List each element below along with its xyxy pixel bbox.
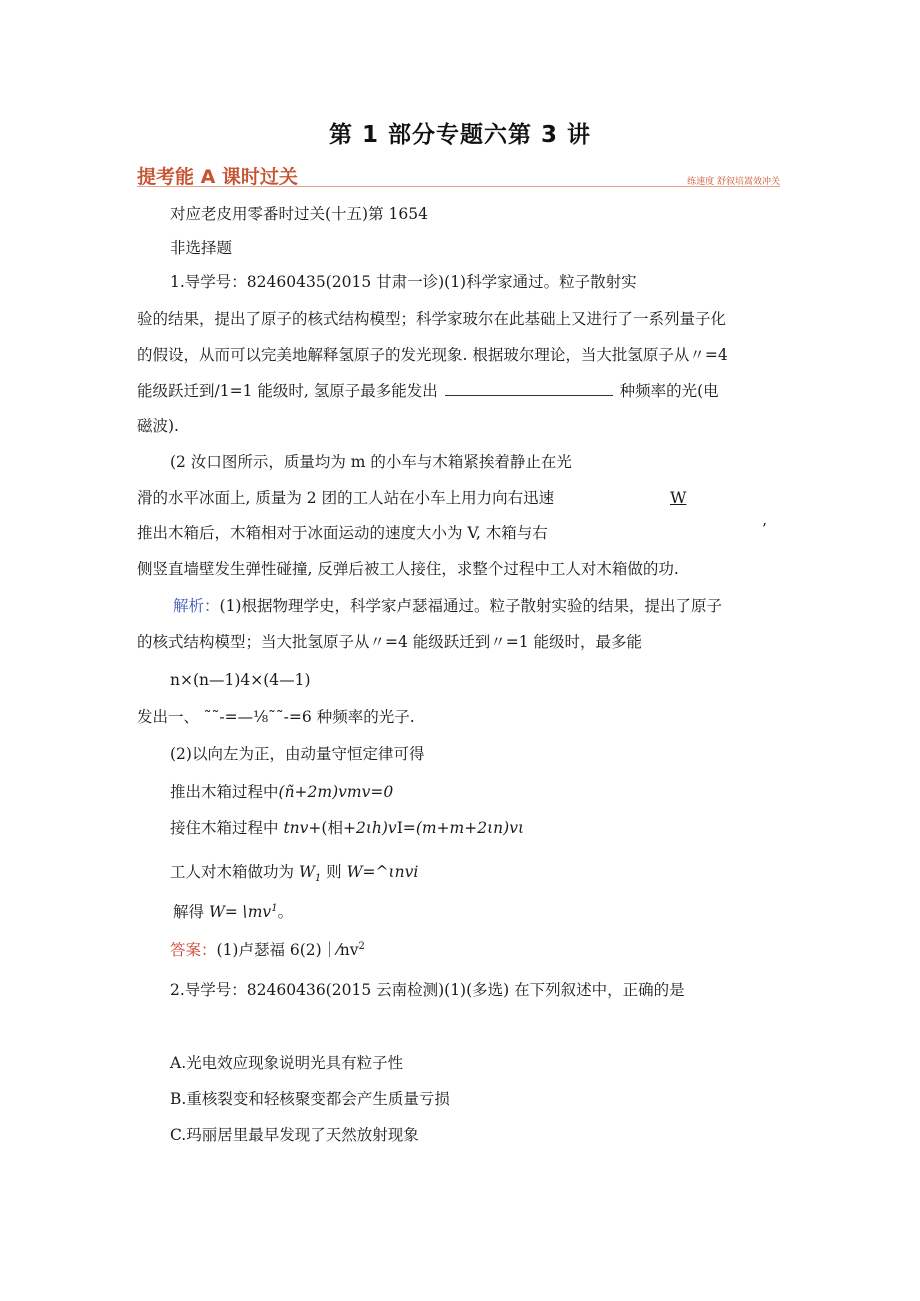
solution-line-6-text: 推出木箱过程中 bbox=[170, 783, 279, 801]
solution-line-1-text: (1)根据物理学史，科学家卢瑟福通过。粒子散射实验的结果，提出了原子 bbox=[219, 597, 722, 615]
equation-push: (ñ+2m)vmv=0 bbox=[278, 783, 394, 801]
intro-reference: 对应老皮用零番时过关(十五)第 1654 bbox=[170, 205, 428, 223]
answer-text: (1)卢瑟福 6(2)｜⁄nv bbox=[216, 941, 359, 960]
q1-line-5: 磁波). bbox=[137, 417, 179, 435]
solution-line-8 bbox=[170, 862, 418, 889]
q1-line-3: 的假设，从而可以完美地解释氢原子的发光现象. 根据玻尔理论，当大批氢原子从〃=4 bbox=[137, 346, 728, 364]
solution-line-1 bbox=[173, 596, 722, 616]
q2-line-1: 2.导学号：82460436(2015 云南检测)(1)(多选) 在下列叙述中，正确的是 bbox=[170, 981, 685, 999]
banner-subtitle: 练速度 舒叙培嵩效冲关 bbox=[687, 177, 780, 187]
figure-label-w: W bbox=[670, 488, 687, 507]
equation-catch-part-4: I= bbox=[396, 819, 416, 837]
solution-line-4: 发出一、 ˜˜-=—⅛˜˜-=6 种频率的光子. bbox=[137, 708, 415, 726]
banner-heading: 提考能 A 课时过关 bbox=[137, 166, 298, 188]
q2-option-a: A.光电效应现象说明光具有粒子性 bbox=[170, 1054, 404, 1072]
answer-superscript: 2 bbox=[358, 941, 365, 952]
solution-line-6 bbox=[170, 782, 393, 802]
section-heading: 非选择题 bbox=[170, 239, 233, 257]
answer-label: 答案： bbox=[170, 941, 217, 960]
solution-line-8-text: 工人对木箱做功为 bbox=[170, 863, 299, 881]
answer-line bbox=[170, 937, 365, 960]
q1-part2-line-3: 推出木箱后，木箱相对于冰面运动的速度大小为 V, 木箱与右 bbox=[137, 524, 548, 542]
solution-line-5: (2)以向左为正，由动量守恒定律可得 bbox=[170, 745, 425, 763]
solution-line-2: 的核式结构模型；当大批氢原子从〃=4 能级跃迁到〃=1 能级时，最多能 bbox=[137, 633, 643, 651]
result-superscript: 1 bbox=[271, 903, 278, 914]
q1-part2-line-4: 侧竖直墙壁发生弹性碰撞, 反弹后被工人接住，求整个过程中工人对木箱做的功. bbox=[137, 560, 679, 578]
equation-catch-part-3: 2ιh)v bbox=[355, 819, 397, 837]
equation-catch-part-1: tnv+ bbox=[283, 819, 322, 837]
equation-catch-part-5: (m+m+2ιn)vι bbox=[415, 819, 525, 837]
solution-label: 解析： bbox=[173, 597, 220, 615]
work-equation: W=^ιnvi bbox=[346, 863, 419, 881]
q1-part2-line-2: 滑的水平冰面上, 质量为 2 团的工人站在小车上用力向右迅速 bbox=[137, 489, 555, 507]
solution-line-7-text: 接住木箱过程中 bbox=[170, 819, 284, 837]
q2-option-b: B.重核裂变和轻核聚变都会产生质量亏损 bbox=[170, 1090, 450, 1108]
q2-option-c: C.玛丽居里最早发现了天然放射现象 bbox=[170, 1126, 419, 1144]
work-subscript: 1 bbox=[314, 873, 322, 885]
q1-line-1: 1.导学号：82460435(2015 甘肃一诊)(1)科学家通过。粒子散射实 bbox=[170, 273, 637, 291]
solution-line-7 bbox=[170, 818, 524, 838]
banner-divider bbox=[137, 186, 780, 187]
q1-line-4-tail: 种频率的光(电 bbox=[619, 382, 719, 400]
q1-line-4-text: 能级跃迁到/1=1 能级时, 氢原子最多能发出 bbox=[137, 382, 438, 400]
result-end: 。 bbox=[277, 903, 294, 922]
q1-line-2: 验的结果，提出了原子的核式结构模型；科学家玻尔在此基础上又进行了一系列量子化 bbox=[137, 310, 727, 328]
solution-line-9 bbox=[173, 899, 293, 922]
solution-line-8-then: 则 bbox=[321, 863, 347, 881]
result-equation: W=∖mv bbox=[208, 903, 272, 922]
page-title: 第 1 部分专题六第 3 讲 bbox=[328, 122, 592, 148]
q1-line-4 bbox=[137, 381, 719, 401]
equation-catch-part-2: (相+ bbox=[321, 819, 356, 837]
q1-part2-line-1: (2 汝口图所示，质量均为 m 的小车与木箱紧挨着静止在光 bbox=[170, 453, 572, 471]
solution-formula-top: n×(n—1)4×(4—1) bbox=[170, 671, 311, 689]
work-symbol: W bbox=[298, 863, 315, 881]
answer-blank[interactable] bbox=[445, 381, 613, 396]
figure-mark: ’ bbox=[762, 520, 767, 538]
solution-line-9-text: 解得 bbox=[173, 903, 209, 922]
